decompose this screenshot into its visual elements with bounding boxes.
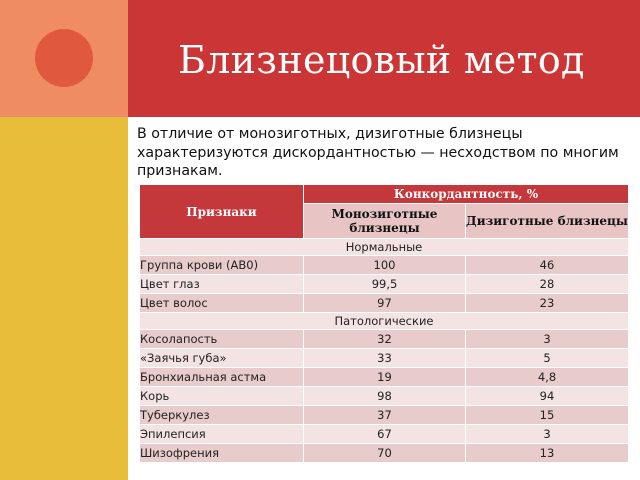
di-value: 94 [466, 387, 629, 406]
row-label: Косолапость [140, 330, 304, 349]
decorative-circle [35, 29, 93, 87]
slide-title: Близнецовый метод [178, 38, 585, 82]
di-value: 3 [466, 425, 629, 444]
row-label: Эпилепсия [140, 425, 304, 444]
row-label: Цвет глаз [140, 275, 304, 294]
section-pathological: Патологические [140, 313, 629, 330]
mono-value: 99,5 [304, 275, 466, 294]
di-value: 3 [466, 330, 629, 349]
row-label: Цвет волос [140, 294, 304, 313]
table-row [140, 406, 629, 425]
mono-value: 100 [304, 256, 466, 275]
row-label: Группа крови (АВ0) [140, 256, 304, 275]
di-value: 23 [466, 294, 629, 313]
table-row [140, 444, 629, 463]
table-row [140, 387, 629, 406]
intro-text: В отличие от монозиготных, дизиготные близнецы характеризуются дискордантностью — несходством по многим признакам. [137, 126, 619, 179]
row-label: «Заячья губа» [140, 349, 304, 368]
concordance-table [139, 184, 629, 463]
mono-value: 67 [304, 425, 466, 444]
di-value: 28 [466, 275, 629, 294]
header-di: Дизиготные близнецы [466, 204, 629, 239]
mono-value: 97 [304, 294, 466, 313]
header-concordance: Конкордантность, % [304, 185, 629, 204]
di-value: 5 [466, 349, 629, 368]
row-label: Шизофрения [140, 444, 304, 463]
mono-value: 37 [304, 406, 466, 425]
row-label: Бронхиальная астма [140, 368, 304, 387]
table-row [140, 425, 629, 444]
table-row [140, 349, 629, 368]
table-row [140, 294, 629, 313]
mono-value: 32 [304, 330, 466, 349]
row-label: Туберкулез [140, 406, 304, 425]
di-value: 46 [466, 256, 629, 275]
mono-value: 19 [304, 368, 466, 387]
mono-value: 33 [304, 349, 466, 368]
table-row [140, 256, 629, 275]
header-mono: Монозиготные близнецы [304, 204, 466, 239]
table-row [140, 368, 629, 387]
section-normal: Нормальные [140, 239, 629, 256]
di-value: 4,8 [466, 368, 629, 387]
di-value: 13 [466, 444, 629, 463]
mono-value: 98 [304, 387, 466, 406]
table-row [140, 330, 629, 349]
header-features: Признаки [140, 185, 304, 239]
table-row [140, 275, 629, 294]
di-value: 15 [466, 406, 629, 425]
row-label: Корь [140, 387, 304, 406]
mono-value: 70 [304, 444, 466, 463]
